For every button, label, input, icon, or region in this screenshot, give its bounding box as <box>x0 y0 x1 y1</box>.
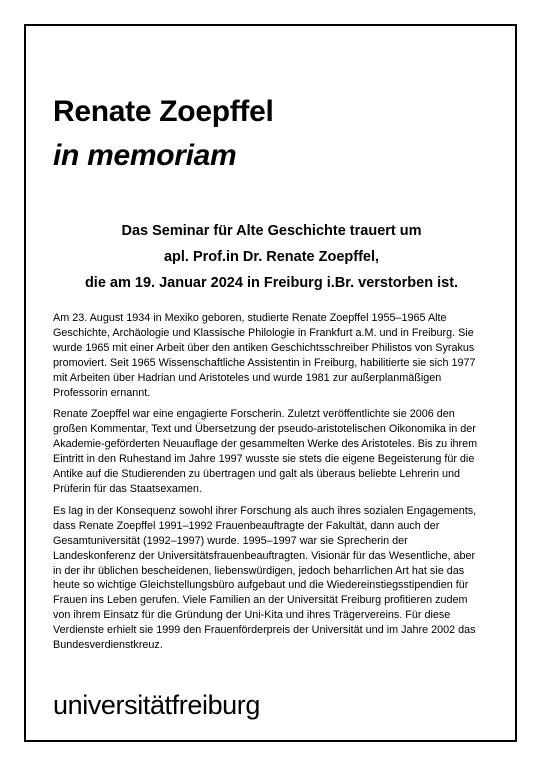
announcement-line: Das Seminar für Alte Geschichte trauert um <box>121 223 422 239</box>
text-line: Prüferin für das Staatsexamen. <box>53 482 202 495</box>
text-line: Geschichte, Archäologie und Klassische Philologie in Frankfurt a.M. und in Freiburg. Sie <box>53 326 474 339</box>
text-line: Am 23. August 1934 in Mexiko geboren, studierte Renate Zoepffel 1955–1965 Alte <box>53 312 447 324</box>
text-line: Akademie-geförderten Neuauflage der gesammelten Werke des Aristoteles. Bis zu ihrem <box>53 438 478 451</box>
text-line: großen Kommentar, Text und Übersetzung der pseudo-aristotelischen Oikonomika in der <box>53 423 476 436</box>
paragraph-research <box>53 407 493 496</box>
obituary-body <box>53 311 493 660</box>
text-line: von ihrem Einsatz für die Gründung der Uni-Kita und ihres Trägervereins. Für diese <box>53 609 451 622</box>
text-line: Frauen ins Leben gerufen. Viele Familien an der Universität Freiburg profitieren zudem <box>53 594 468 607</box>
announcement-line: die am 19. Januar 2024 in Freiburg i.Br. verstorben ist. <box>84 275 459 291</box>
page-title: Renate Zoepffel <box>53 95 274 128</box>
text-line: Es lag in der Konsequenz sowohl ihrer Forschung als auch ihres sozialen Engagements, <box>53 504 477 517</box>
text-line: wurde 1965 mit einer Arbeit über den antiken Geschichtsschreiber Philistos von Syrakus <box>53 341 475 354</box>
page-subtitle: in memoriam <box>53 139 237 172</box>
text-line: Verdienste erhielt sie 1999 den Frauenförderpreis der Universität und im Jahre 2002 das <box>53 624 476 637</box>
university-logo: universitätfreiburg <box>53 690 261 720</box>
text-line: promoviert. Seit 1965 Wissenschaftliche Assistentin in Freiburg, habilitierte sie sich 1977 <box>53 356 476 369</box>
text-line: Bundesverdienstkreuz. <box>53 639 163 652</box>
text-line: Antike auf die Studierenden zu übertragen und galt als überaus beliebte Lehrerin und <box>53 468 460 481</box>
paragraph-biography <box>53 311 493 400</box>
text-line: Gesamtuniversität (1992–1997) wurde. 1995–1997 war sie Sprecherin der <box>53 534 408 547</box>
text-line: Renate Zoepffel war eine engagierte Forscherin. Zuletzt veröffentlichte sie 2006 den <box>53 408 455 421</box>
text-line: Landeskonferenz der Universitätsfrauenbeauftragten. Visionär für das Wesentliche, aber <box>53 549 476 562</box>
announcement-line: apl. Prof.in Dr. Renate Zoepffel, <box>163 249 380 265</box>
text-line: Eintritt in den Ruhestand im Jahre 1997 wusste sie stets die eigene Begeisterung für die <box>53 453 475 466</box>
text-line: heute so wichtige Gleichstellungsbüro aufgebaut und die Wiedereinstiegsstipendien für <box>53 579 469 592</box>
text-line: in der ihr üblichen bescheidenen, liebenswürdigen, jedoch beharrlichen Art hat sie das <box>53 564 465 577</box>
text-line: mit Arbeiten über Hadrian und Aristoteles und wurde 1981 zur außerplanmäßigen <box>53 371 442 384</box>
text-line: Professorin ernannt. <box>53 386 151 399</box>
paragraph-engagement <box>53 504 493 653</box>
text-line: dass Renate Zoepffel 1991–1992 Frauenbeauftragte der Fakultät, dann auch der <box>53 519 440 532</box>
